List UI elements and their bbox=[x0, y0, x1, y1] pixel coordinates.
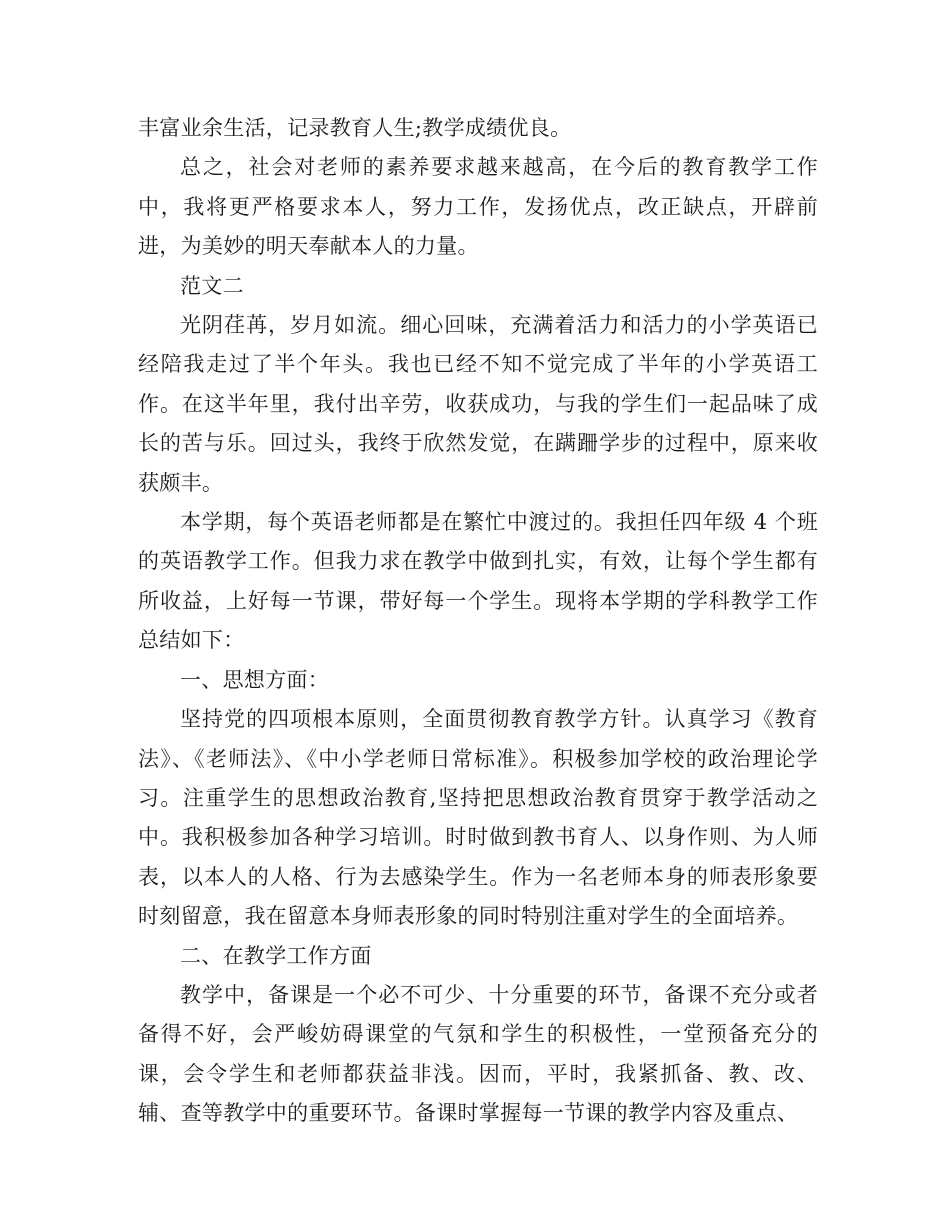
section-heading-teaching-work: 二、在教学工作方面 bbox=[180, 943, 372, 968]
paragraph-6: 教学中，备课是一个必不可少、十分重要的环节，备课不充分或者备得不好，会严峻妨碍课堂的气氛和学生的积极性，一堂预备充分的课，会令学生和老师都获益非浅。因而，平时，我紧抓备、教、改、辅、查等教学中的重要环节。备课时掌握每一节课的教学内容及重点、 bbox=[138, 982, 818, 1126]
section-heading-sample-two: 范文二 bbox=[180, 273, 244, 298]
section-heading-ideology: 一、思想方面： bbox=[180, 667, 330, 692]
paragraph-1: 丰富业余生活，记录教育人生;教学成绩优良。 bbox=[138, 116, 572, 140]
paragraph-3: 光阴荏苒，岁月如流。细心回味，充满着活力和活力的小学英语已经陪我走过了半个年头。我也已经不知不觉完成了半年的小学英语工作。在这半年里，我付出辛劳，收获成功，与我的学生们一起品味了成长的苦与乐。回过头，我终于欣然发觉，在蹒跚学步的过程中，原来收获颇丰。 bbox=[138, 313, 818, 495]
document-page bbox=[138, 109, 818, 1134]
paragraph-4: 本学期，每个英语老师都是在繁忙中渡过的。我担任四年级 4 个班的英语教学工作。但我力求在教学中做到扎实，有效，让每个学生都有所收益，上好每一节课，带好每一个学生。现将本学期的学科教学工作总结如下： bbox=[138, 510, 818, 653]
paragraph-5: 坚持党的四项根本原则，全面贯彻教育教学方针。认真学习《教育法》、《老师法》、《中小学老师日常标准》。积极参加学校的政治理论学习。注重学生的思想政治教育,坚持把思想政治教育贯穿于教学活动之中。我积极参加各种学习培训。时时做到教书育人、以身作则、为人师表，以本人的人格、行为去感染学生。作为一名老师本身的师表形象要时刻留意，我在留意本身师表形象的同时特别注重对学生的全面培养。 bbox=[138, 707, 818, 929]
paragraph-2: 总之，社会对老师的素养要求越来越高，在今后的教育教学工作中，我将更严格要求本人，努力工作，发扬优点，改正缺点，开辟前进，为美妙的明天奉献本人的力量。 bbox=[138, 155, 818, 259]
